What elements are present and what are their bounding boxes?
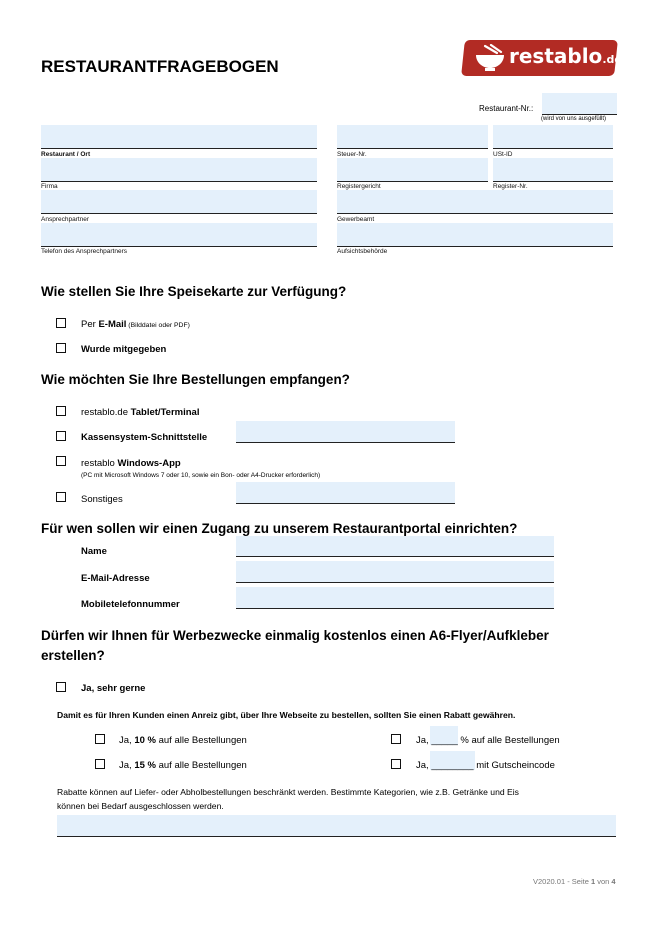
name-field[interactable] [236,536,554,557]
logo-brand: restablo [509,44,603,68]
ansprechpartner-field[interactable] [41,190,317,214]
email-option: Per E-Mail (Bilddatei oder PDF) [81,319,190,330]
rabatt-footnote-line2: können bei Bedarf ausgeschlossen werden. [57,801,224,811]
mitgegeben-checkbox[interactable] [56,343,66,353]
rabatt-15-option: Ja, 15 % auf alle Bestellungen [119,760,247,771]
restaurant-ort-label: Restaurant / Ort [41,151,91,158]
ja-gerne-checkbox[interactable] [56,682,66,692]
aufsicht-field[interactable] [337,223,613,247]
page-footer: V2020.01 - Seite 1 von 4 [533,877,616,886]
kasse-checkbox[interactable] [56,431,66,441]
rabatt-notes-field[interactable] [57,815,616,837]
email-checkbox[interactable] [56,318,66,328]
gewerbeamt-field[interactable] [337,190,613,214]
steuer-nr-field[interactable] [337,125,488,149]
sonstiges-field[interactable] [236,482,455,504]
kasse-option: Kassensystem-Schnittstelle [81,432,208,443]
register-nr-label: Register-Nr. [493,183,528,190]
restaurant-ort-field[interactable] [41,125,317,149]
winapp-checkbox[interactable] [56,456,66,466]
firma-field[interactable] [41,158,317,182]
ja-gerne-option: Ja, sehr gerne [81,683,146,694]
rabatt-pct-option: Ja, _____ % auf alle Bestellungen [416,735,560,746]
ust-id-label: USt-ID [493,151,513,158]
page-title: RESTAURANTFRAGEBOGEN [41,57,279,76]
restaurant-nr-label: Restaurant-Nr.: [479,104,534,113]
ansprechpartner-label: Ansprechpartner [41,216,90,223]
sonstiges-checkbox[interactable] [56,492,66,502]
mitgegeben-option: Wurde mitgegeben [81,344,167,355]
logo-wordmark [509,44,622,68]
registergericht-label: Registergericht [337,183,381,190]
ust-id-field[interactable] [493,125,613,149]
rabatt-10-checkbox[interactable] [95,734,105,744]
name-label: Name [81,546,107,557]
rabatt-code-option: Ja, ________ mit Gutscheincode [416,760,555,771]
rabatt-intro: Damit es für Ihren Kunden einen Anreiz gibt, über Ihre Webseite zu bestellen, sollten Sie einen Rabatt gewähren. [57,710,516,720]
winapp-option: restablo Windows-App [81,458,181,469]
section2-heading: Wie möchten Sie Ihre Bestellungen empfangen? [41,372,350,387]
tablet-option: restablo.de Tablet/Terminal [81,407,200,418]
logo-suffix: .de [602,53,622,66]
section1-heading: Wie stellen Sie Ihre Speisekarte zur Verfügung? [41,284,347,299]
telefon-label: Telefon des Ansprechpartners [41,248,127,255]
gewerbeamt-label: Gewerbeamt [337,216,375,223]
winapp-note: (PC mit Microsoft Windows 7 oder 10, sowie ein Bon- oder A4-Drucker erforderlich) [81,472,321,479]
mobil-field[interactable] [236,587,554,609]
restaurant-nr-note: (wird von uns ausgefüllt) [541,116,607,122]
kasse-field[interactable] [236,421,455,443]
mobil-label: Mobiletelefonnummer [81,599,180,610]
restaurant-nr-field[interactable] [542,93,617,115]
email-label: E-Mail-Adresse [81,573,150,584]
register-nr-field[interactable] [493,158,613,182]
section4-heading-line1: Dürfen wir Ihnen für Werbezwecke einmalig kostenlos einen A6-Flyer/Aufkleber [41,628,549,643]
rabatt-pct-checkbox[interactable] [391,734,401,744]
section3-heading: Für wen sollen wir einen Zugang zu unserem Restaurantportal einrichten? [41,521,518,536]
rabatt-code-checkbox[interactable] [391,759,401,769]
section4-heading-line2: erstellen? [41,648,105,663]
registergericht-field[interactable] [337,158,488,182]
firma-label: Firma [41,183,58,190]
rabatt-10-option: Ja, 10 % auf alle Bestellungen [119,735,247,746]
bowl-with-chopsticks-icon [473,44,507,72]
email-field[interactable] [236,561,554,583]
tablet-checkbox[interactable] [56,406,66,416]
rabatt-15-checkbox[interactable] [95,759,105,769]
rabatt-footnote-line1: Rabatte können auf Liefer- oder Abholbestellungen beschränkt werden. Bestimmte Kategorien, wie z.B. Getränke und Eis [57,787,519,797]
steuer-nr-label: Steuer-Nr. [337,151,367,158]
telefon-field[interactable] [41,223,317,247]
aufsicht-label: Aufsichtsbehörde [337,248,388,255]
sonstiges-option: Sonstiges [81,494,123,505]
